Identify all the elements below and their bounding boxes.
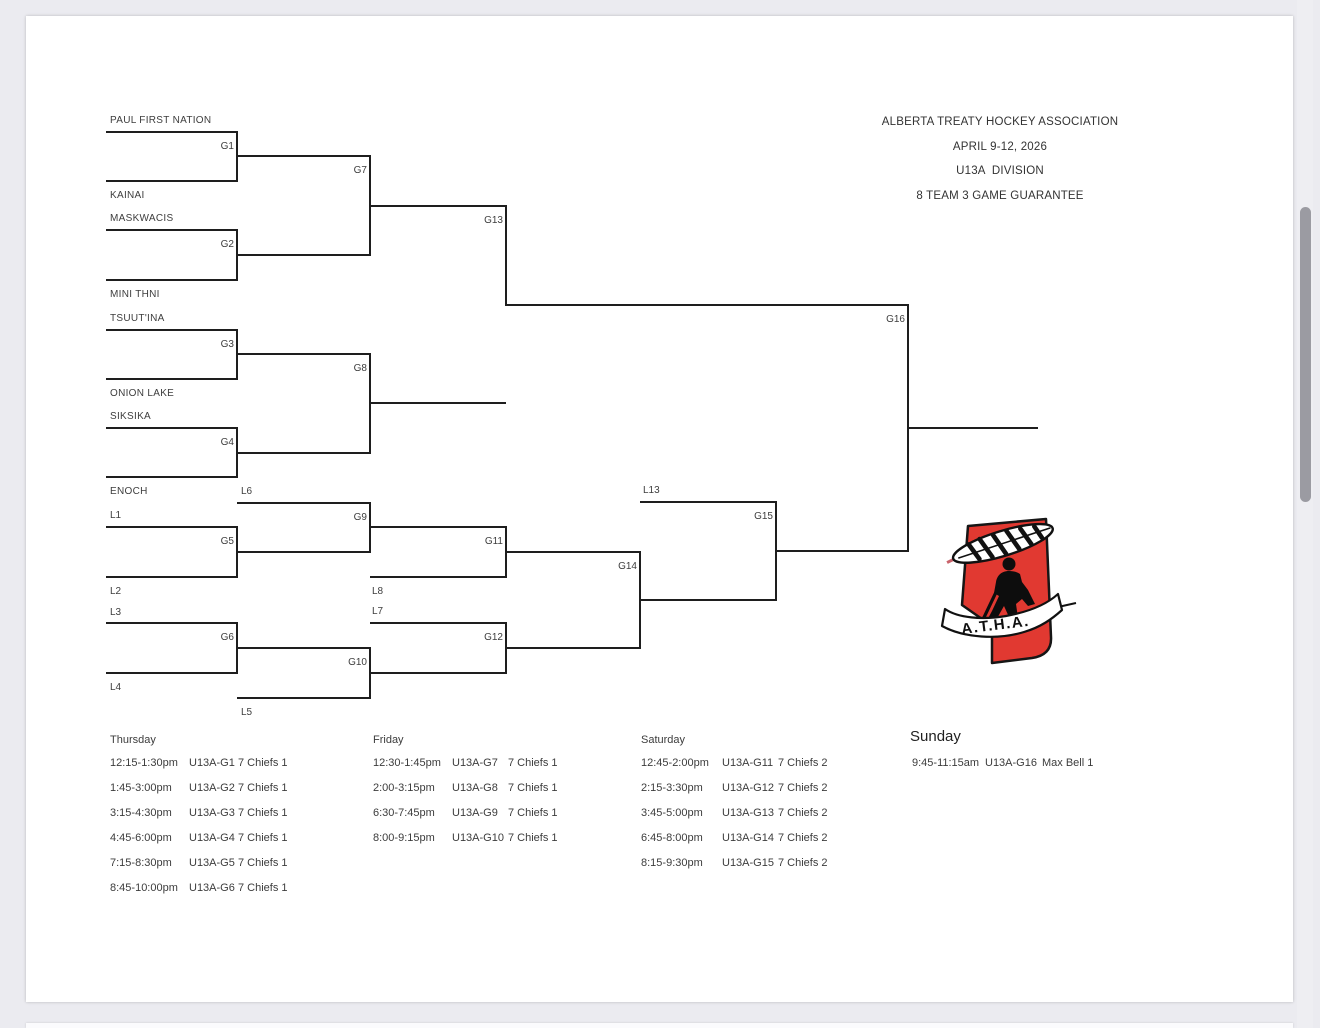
- bracket-line: [370, 402, 506, 404]
- bracket-line: [106, 672, 237, 674]
- game-time: 3:15-4:30pm: [110, 807, 172, 819]
- schedule-row: [110, 832, 360, 857]
- atha-logo-graphic: [946, 506, 1072, 684]
- header-division: U13A DIVISION: [956, 165, 1044, 178]
- game-time: 12:45-2:00pm: [641, 757, 709, 769]
- schedule-row: [373, 832, 623, 857]
- header-association: ALBERTA TREATY HOCKEY ASSOCIATION: [881, 116, 1119, 128]
- bracket-line: [106, 131, 237, 133]
- game-time: 6:45-8:00pm: [641, 832, 703, 844]
- scrollbar-thumb[interactable]: [1300, 207, 1311, 502]
- rink: Max Bell 1: [1042, 757, 1094, 769]
- team-label-tsuutina: TSUUT'INA: [110, 313, 165, 324]
- team-label-kainai: KAINAI: [110, 190, 145, 201]
- bracket-line: [640, 599, 776, 601]
- bracket-line: [106, 229, 237, 231]
- next-page-edge: [26, 1023, 1293, 1028]
- loser-label-l4: L4: [110, 682, 122, 693]
- logo-banner-text: A.T.H.A.: [960, 612, 1031, 638]
- schedule-row: [110, 857, 360, 882]
- team-label-paul-first-nation: PAUL FIRST NATION: [110, 115, 212, 126]
- game-time: 2:15-3:30pm: [641, 782, 703, 794]
- bracket-line: [237, 353, 370, 355]
- rink: 7 Chiefs 2: [778, 782, 828, 794]
- schedule-sunday: [910, 728, 1160, 782]
- game-label-g10: G10: [348, 657, 367, 668]
- bracket-line: [370, 526, 506, 528]
- game-time: 9:45-11:15am: [912, 757, 980, 769]
- game-id: U13A-G4: [189, 832, 235, 844]
- game-time: 1:45-3:00pm: [110, 782, 172, 794]
- game-label-g7: G7: [353, 165, 367, 176]
- game-label-g1: G1: [220, 141, 234, 152]
- bracket-line: [506, 647, 640, 649]
- game-id: U13A-G10: [452, 832, 504, 844]
- document-page: [26, 16, 1293, 1002]
- day-header-saturday: Saturday: [641, 734, 686, 746]
- game-time: 7:15-8:30pm: [110, 857, 172, 869]
- rink: 7 Chiefs 1: [238, 857, 288, 869]
- rink: 7 Chiefs 1: [238, 832, 288, 844]
- atha-logo: [946, 506, 1072, 684]
- rink: 7 Chiefs 1: [508, 782, 558, 794]
- day-header-sunday: Sunday: [910, 728, 961, 745]
- game-time: 12:15-1:30pm: [110, 757, 178, 769]
- game-id: U13A-G11: [722, 757, 774, 769]
- game-id: U13A-G9: [452, 807, 498, 819]
- schedule-saturday: [641, 734, 891, 882]
- game-label-g3: G3: [220, 339, 234, 350]
- bracket-line: [640, 501, 776, 503]
- bracket-line: [370, 205, 506, 207]
- team-label-siksika: SIKSIKA: [110, 411, 152, 422]
- schedule-row: [641, 757, 891, 782]
- game-label-g5: G5: [220, 536, 234, 547]
- bracket-line: [237, 551, 370, 553]
- bracket-line: [106, 526, 237, 528]
- bracket-line: [106, 622, 237, 624]
- bracket-line: [106, 576, 237, 578]
- game-time: 4:45-6:00pm: [110, 832, 172, 844]
- schedule-row: [910, 757, 1160, 782]
- bracket-line: [908, 427, 1038, 429]
- bracket-line: [370, 672, 506, 674]
- schedule-friday: [373, 734, 623, 857]
- bracket-line: [237, 254, 370, 256]
- loser-label-l13: L13: [643, 485, 660, 496]
- game-id: U13A-G13: [722, 807, 774, 819]
- rink: 7 Chiefs 2: [778, 757, 828, 769]
- rink: 7 Chiefs 2: [778, 832, 828, 844]
- bracket-line: [237, 647, 370, 649]
- bracket-line: [237, 155, 370, 157]
- loser-label-l1: L1: [110, 510, 122, 521]
- bracket-line: [370, 622, 506, 624]
- bracket-line: [106, 378, 237, 380]
- game-id: U13A-G16: [985, 757, 1037, 769]
- team-label-maskwacis: MASKWACIS: [110, 213, 174, 224]
- rink: 7 Chiefs 1: [238, 757, 288, 769]
- bracket-line: [370, 576, 506, 578]
- header-format: 8 TEAM 3 GAME GUARANTEE: [916, 190, 1084, 203]
- loser-label-l8: L8: [372, 586, 384, 597]
- bracket-line: [237, 697, 370, 699]
- game-time: 8:00-9:15pm: [373, 832, 435, 844]
- loser-label-l6: L6: [241, 486, 253, 497]
- rink: 7 Chiefs 2: [778, 857, 828, 869]
- game-time: 2:00-3:15pm: [373, 782, 435, 794]
- game-label-g2: G2: [220, 239, 234, 250]
- bracket-line: [106, 476, 237, 478]
- game-id: U13A-G12: [722, 782, 774, 794]
- game-label-g14: G14: [618, 561, 637, 572]
- schedule-row: [110, 882, 360, 907]
- bracket-line: [505, 205, 507, 306]
- schedule-row: [641, 807, 891, 832]
- day-header-thursday: Thursday: [110, 734, 156, 746]
- game-time: 8:45-10:00pm: [110, 882, 178, 894]
- bracket-line: [237, 502, 370, 504]
- bracket-line: [106, 279, 237, 281]
- team-label-onion-lake: ONION LAKE: [110, 388, 175, 399]
- team-label-enoch: ENOCH: [110, 486, 148, 497]
- schedule-row: [373, 807, 623, 832]
- loser-label-l5: L5: [241, 707, 253, 718]
- bracket-line: [106, 180, 237, 182]
- game-id: U13A-G8: [452, 782, 498, 794]
- game-label-g12: G12: [484, 632, 503, 643]
- rink: 7 Chiefs 1: [508, 757, 558, 769]
- bracket-line: [506, 304, 908, 306]
- bracket-line: [506, 551, 640, 553]
- bracket-line: [776, 550, 908, 552]
- schedule-row: [110, 757, 360, 782]
- scrollbar-track[interactable]: [1297, 0, 1313, 1028]
- schedule-row: [641, 782, 891, 807]
- tournament-header: [820, 110, 1180, 209]
- game-time: 3:45-5:00pm: [641, 807, 703, 819]
- rink: 7 Chiefs 1: [238, 807, 288, 819]
- game-label-g15: G15: [754, 511, 773, 522]
- game-label-g6: G6: [220, 632, 234, 643]
- game-label-g13: G13: [484, 215, 503, 226]
- rink: 7 Chiefs 1: [508, 807, 558, 819]
- game-id: U13A-G3: [189, 807, 235, 819]
- schedule-row: [373, 782, 623, 807]
- rink: 7 Chiefs 2: [778, 807, 828, 819]
- schedule-row: [641, 857, 891, 882]
- game-id: U13A-G1: [189, 757, 235, 769]
- game-label-g8: G8: [353, 363, 367, 374]
- game-label-g4: G4: [220, 437, 234, 448]
- schedule-row: [110, 807, 360, 832]
- bracket-line: [106, 329, 237, 331]
- loser-label-l3: L3: [110, 607, 122, 618]
- game-label-g16: G16: [886, 314, 905, 325]
- game-id: U13A-G5: [189, 857, 235, 869]
- game-id: U13A-G7: [452, 757, 498, 769]
- loser-label-l2: L2: [110, 586, 122, 597]
- rink: 7 Chiefs 1: [238, 782, 288, 794]
- schedule-row: [373, 757, 623, 782]
- game-label-g9: G9: [353, 512, 367, 523]
- rink: 7 Chiefs 1: [508, 832, 558, 844]
- game-time: 8:15-9:30pm: [641, 857, 703, 869]
- game-id: U13A-G6: [189, 882, 235, 894]
- game-id: U13A-G15: [722, 857, 774, 869]
- day-header-friday: Friday: [373, 734, 404, 746]
- game-label-g11: G11: [484, 536, 503, 547]
- bracket-line: [237, 452, 370, 454]
- game-time: 12:30-1:45pm: [373, 757, 441, 769]
- game-time: 6:30-7:45pm: [373, 807, 435, 819]
- team-label-mini-thni: MINI THNI: [110, 289, 160, 300]
- game-id: U13A-G2: [189, 782, 235, 794]
- header-dates: APRIL 9-12, 2026: [952, 140, 1048, 153]
- loser-label-l7: L7: [372, 606, 384, 617]
- schedule-row: [641, 832, 891, 857]
- bracket-line: [106, 427, 237, 429]
- game-id: U13A-G14: [722, 832, 774, 844]
- rink: 7 Chiefs 1: [238, 882, 288, 894]
- schedule-thursday: [110, 734, 360, 907]
- schedule-row: [110, 782, 360, 807]
